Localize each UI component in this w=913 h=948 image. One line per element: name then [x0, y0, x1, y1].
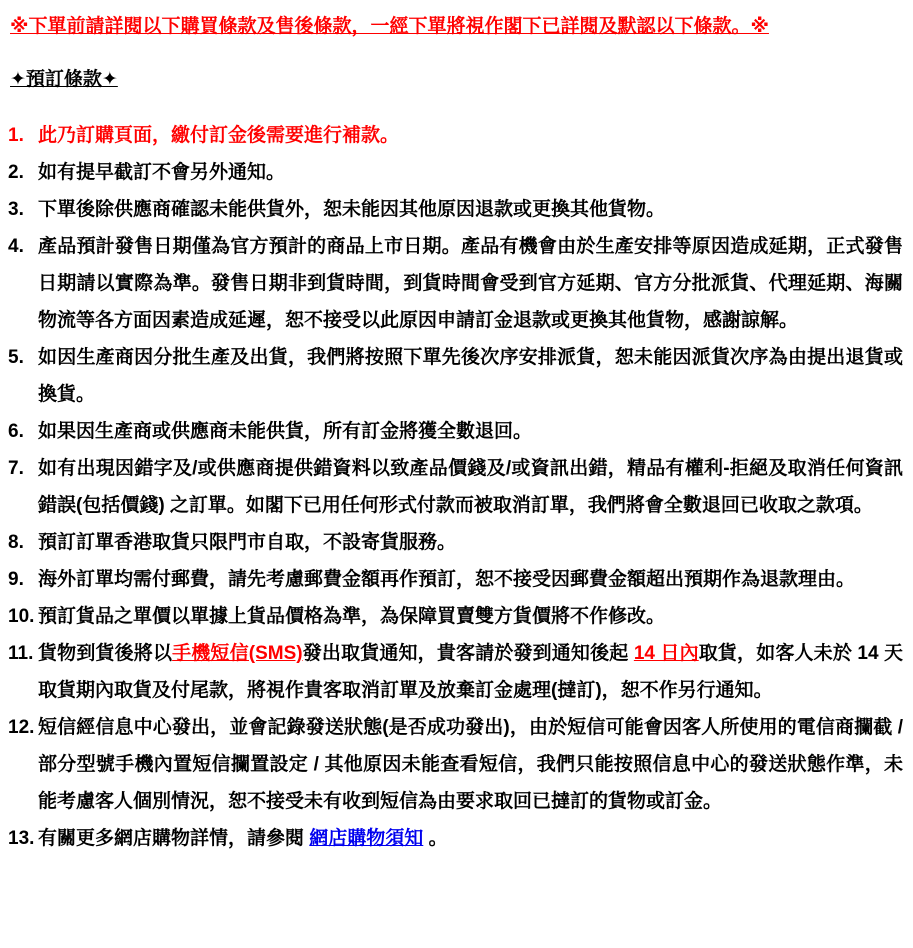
term-number: 4.	[8, 236, 24, 257]
text-segment: 短信經信息中心發出，並會記錄發送狀態(是否成功發出)，由於短信可能會因客人所使用的電信商攔截 / 部分型號手機內置短信攔置設定 / 其他原因未能查看短信，我們只能按照信息中心的發送狀態作準，未能考慮客人個別情況，恕不接受未有收到短信為由要求取回已撻訂的貨物或訂金。	[38, 717, 903, 812]
shop-guide-link[interactable]: 網店購物須知	[309, 828, 424, 849]
term-item-3	[8, 191, 903, 228]
sms-highlight: 手機短信(SMS)	[172, 643, 303, 664]
term-item-6	[8, 413, 903, 450]
deposit-notice: 此乃訂購頁面，繳付訂金後需要進行補款。	[38, 125, 400, 146]
term-text	[38, 820, 903, 857]
term-item-12	[8, 709, 903, 820]
term-text	[38, 117, 903, 154]
term-number: 10.	[8, 606, 35, 627]
pickup-deadline-highlight: 14 日內	[633, 643, 699, 664]
text-segment: 下單後除供應商確認未能供貨外，恕未能因其他原因退款或更換其他貨物。	[38, 199, 666, 220]
text-segment: 發出取貨通知，貴客請於發到通知後起	[302, 643, 634, 664]
text-segment: 如果因生產商或供應商未能供貨，所有訂金將獲全數退回。	[38, 421, 533, 442]
term-text	[38, 228, 903, 339]
term-number: 13.	[8, 828, 35, 849]
purchase-terms-header: ※下單前請詳閱以下購買條款及售後條款，一經下單將視作閣下已詳閱及默認以下條款。※	[10, 16, 769, 37]
term-number: 11.	[8, 643, 34, 664]
term-item-4	[8, 228, 903, 339]
text-segment: 如因生產商因分批生產及出貨，我們將按照下單先後次序安排派貨，恕未能因派貨次序為由提出退貨或換貨。	[38, 347, 903, 405]
preorder-terms-title: ✦預訂條款✦	[10, 69, 118, 90]
term-number: 6.	[8, 421, 24, 442]
term-item-13	[8, 820, 903, 857]
term-number: 3.	[8, 199, 24, 220]
text-segment: 產品預計發售日期僅為官方預計的商品上市日期。產品有機會由於生產安排等原因造成延期，正式發售日期請以實際為準。發售日期非到貨時間，到貨時間會受到官方延期、官方分批派貨、代理延期、海關物流等各方面因素造成延遲，恕不接受以此原因申請訂金退款或更換其他貨物，感謝諒解。	[38, 236, 903, 331]
term-item-9	[8, 561, 903, 598]
term-item-7	[8, 450, 903, 524]
text-segment: 取貨，如客人未於 14 天取貨期內取貨及付尾款，將視作貴客取消訂單及放棄訂金處理(撻訂)，恕不作另行通知。	[38, 643, 903, 701]
term-number: 5.	[8, 347, 24, 368]
term-item-2	[8, 154, 903, 191]
term-text	[38, 709, 903, 820]
text-segment: 如有提早截訂不會另外通知。	[38, 162, 286, 183]
term-text	[38, 598, 903, 635]
text-segment: 貨物到貨後將以	[38, 643, 173, 664]
term-text	[38, 450, 903, 524]
term-text	[38, 154, 903, 191]
term-text	[38, 191, 903, 228]
term-item-5	[8, 339, 903, 413]
term-number: 9.	[8, 569, 24, 590]
term-text	[38, 635, 903, 709]
term-item-11	[8, 635, 903, 709]
text-segment: 海外訂單均需付郵費，請先考慮郵費金額再作預訂，恕不接受因郵費金額超出預期作為退款理由。	[38, 569, 856, 590]
term-item-1	[8, 117, 903, 154]
text-segment: 。	[423, 828, 448, 849]
text-segment: 如有出現因錯字及/或供應商提供錯資料以致產品價錢及/或資訊出錯，精品有權利-拒絕及取消任何資訊錯誤(包括價錢) 之訂單。如閣下已用任何形式付款而被取消訂單，我們將會全數退回已收取之款項。	[38, 458, 903, 516]
term-text	[38, 524, 903, 561]
term-text	[38, 561, 903, 598]
term-number: 8.	[8, 532, 24, 553]
term-item-8	[8, 524, 903, 561]
terms-list	[8, 117, 903, 857]
term-number: 2.	[8, 162, 24, 183]
term-number: 12.	[8, 717, 35, 738]
term-number: 7.	[8, 458, 24, 479]
term-text	[38, 413, 903, 450]
term-number: 1.	[8, 125, 24, 146]
text-segment: 有關更多網店購物詳情，請參閱	[38, 828, 310, 849]
text-segment: 預訂訂單香港取貨只限門市自取，不設寄貨服務。	[38, 532, 457, 553]
term-text	[38, 339, 903, 413]
text-segment: 預訂貨品之單價以單據上貨品價格為準，為保障買賣雙方貨價將不作修改。	[38, 606, 666, 627]
term-item-10	[8, 598, 903, 635]
